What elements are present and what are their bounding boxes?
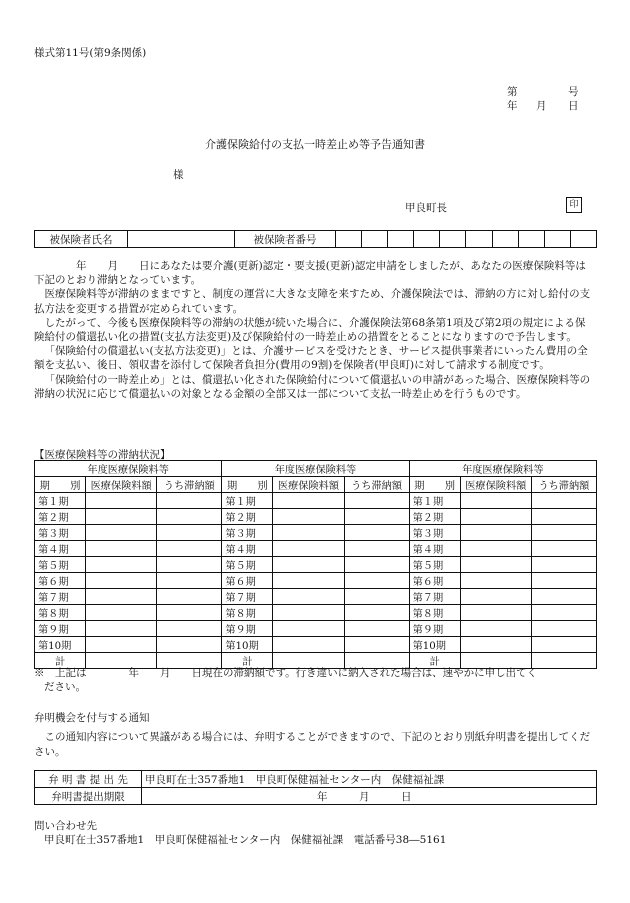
arrears-row xyxy=(35,509,597,525)
issuer-name: 甲良町長 xyxy=(405,202,447,214)
premium-amount-cell[interactable] xyxy=(460,605,531,621)
arrears-row xyxy=(35,589,597,605)
period-label: 第１期 xyxy=(409,493,460,509)
arrears-amount-cell[interactable] xyxy=(531,509,596,525)
premium-amount-cell[interactable] xyxy=(460,637,531,653)
arrears-amount-cell[interactable] xyxy=(531,525,596,541)
arrears-row xyxy=(35,493,597,509)
premium-amount-cell[interactable] xyxy=(460,557,531,573)
body-paragraph: したがって、今後も医療保険料等の滞納の状態が続いた場合に、介護保険法第68条第1項及び第2項の規定による保険給付の償還払い化の措置(支払方法変更)及び保険給付の一時差止めの措置をとることになりますので予告します。 xyxy=(34,316,586,344)
premium-col-header: 医療保険料額 xyxy=(273,477,344,493)
arrears-amount-cell[interactable] xyxy=(157,589,222,605)
period-col-header: 期 別 xyxy=(409,477,460,493)
arrears-amount-cell[interactable] xyxy=(157,557,222,573)
doc-no-prefix: 第 xyxy=(507,86,518,98)
body-paragraph: 「保険給付の一時差止め」とは、償還払い化された保険給付について償還払いの申請があった場合、医療保険料等の滞納の状況に応じて償還払いの対象となる金額の全部又は一部について支払一時差止めを行うものです。 xyxy=(34,373,591,400)
deadline-label: 弁明書提出期限 xyxy=(35,788,142,805)
total-label: 計 xyxy=(409,653,460,669)
period-label: 第６期 xyxy=(409,573,460,589)
premium-amount-cell[interactable] xyxy=(86,557,157,573)
arrears-amount-cell[interactable] xyxy=(531,541,596,557)
premium-amount-cell[interactable] xyxy=(86,621,157,637)
period-label: 第２期 xyxy=(222,509,273,525)
insured-number-digit[interactable] xyxy=(362,231,388,248)
premium-amount-cell[interactable] xyxy=(460,541,531,557)
period-label: 第６期 xyxy=(222,573,273,589)
insured-number-label: 被保険者番号 xyxy=(235,231,336,248)
arrears-amount-cell[interactable] xyxy=(344,509,409,525)
premium-amount-cell[interactable] xyxy=(273,589,344,605)
submit-to-label: 弁 明 書 提 出 先 xyxy=(35,771,142,788)
insured-name-label: 被保険者氏名 xyxy=(35,231,128,248)
arrears-amount-cell[interactable] xyxy=(531,493,596,509)
premium-amount-cell[interactable] xyxy=(86,509,157,525)
period-label: 第10期 xyxy=(35,637,86,653)
period-label: 第３期 xyxy=(409,525,460,541)
premium-col-header: 医療保険料額 xyxy=(86,477,157,493)
insured-number-digit[interactable] xyxy=(336,231,362,248)
arrears-table xyxy=(34,460,597,669)
arrears-amount-cell[interactable] xyxy=(344,621,409,637)
note-line: ※ 上記は 年 月 日現在の滞納額です。行き違いに納入された場合は、速やかに申し出てく xyxy=(34,667,538,679)
arrears-amount-cell[interactable] xyxy=(157,541,222,557)
insured-info-table xyxy=(34,230,597,248)
premium-amount-cell[interactable] xyxy=(273,525,344,541)
premium-amount-cell[interactable] xyxy=(460,509,531,525)
premium-amount-cell[interactable] xyxy=(460,573,531,589)
bemei-title: 弁明機会を付与する通知 xyxy=(34,712,150,724)
arrears-amount-cell[interactable] xyxy=(157,605,222,621)
period-label: 第７期 xyxy=(409,589,460,605)
insured-number-digit[interactable] xyxy=(440,231,466,248)
arrears-amount-cell[interactable] xyxy=(157,493,222,509)
premium-amount-cell[interactable] xyxy=(460,621,531,637)
arrears-amount-cell[interactable] xyxy=(344,541,409,557)
doc-no-suffix: 号 xyxy=(568,86,579,98)
form-number: 様式第11号(第9条関係) xyxy=(34,47,147,59)
arrears-amount-cell[interactable] xyxy=(344,493,409,509)
arrears-section-title: 【医療保険料等の滞納状況】 xyxy=(34,449,171,461)
period-label: 第８期 xyxy=(409,605,460,621)
insured-number-digit[interactable] xyxy=(518,231,544,248)
insured-number-digit[interactable] xyxy=(466,231,492,248)
period-label: 第10期 xyxy=(409,637,460,653)
arrears-amount-cell[interactable] xyxy=(344,557,409,573)
premium-amount-cell[interactable] xyxy=(86,605,157,621)
recipient-suffix: 様 xyxy=(173,169,184,181)
note-line: ださい。 xyxy=(44,681,86,693)
premium-amount-cell[interactable] xyxy=(460,525,531,541)
period-label: 第５期 xyxy=(222,557,273,573)
arrears-amount-cell[interactable] xyxy=(344,637,409,653)
period-label: 第７期 xyxy=(35,589,86,605)
arrears-col-header: うち滞納額 xyxy=(157,477,222,493)
arrears-row xyxy=(35,525,597,541)
period-label: 第８期 xyxy=(222,605,273,621)
arrears-amount-cell[interactable] xyxy=(531,573,596,589)
fiscal-year-header: 年度医療保険料等 xyxy=(409,461,596,477)
period-label: 第３期 xyxy=(222,525,273,541)
period-label: 第３期 xyxy=(35,525,86,541)
premium-amount-cell[interactable] xyxy=(273,637,344,653)
premium-col-header: 医療保険料額 xyxy=(460,477,531,493)
body-paragraph: 「保険給付の償還払い(支払方法変更)」とは、介護サービスを受けたとき、サービス提供事業者にいったん費用の全額を支払い、後日、領収書を添付して保険者負担分(費用の9割)を保険者(甲良町)に対して請求する制度です。 xyxy=(34,345,588,372)
insured-number-digit[interactable] xyxy=(492,231,518,248)
arrears-amount-cell[interactable] xyxy=(531,589,596,605)
premium-amount-cell[interactable] xyxy=(86,525,157,541)
arrears-amount-cell[interactable] xyxy=(157,525,222,541)
premium-amount-cell[interactable] xyxy=(273,493,344,509)
arrears-row xyxy=(35,557,597,573)
arrears-note xyxy=(34,666,597,694)
arrears-col-header: うち滞納額 xyxy=(531,477,596,493)
premium-amount-cell[interactable] xyxy=(273,541,344,557)
arrears-amount-cell[interactable] xyxy=(157,637,222,653)
arrears-row xyxy=(35,573,597,589)
insured-number-digit[interactable] xyxy=(544,231,570,248)
period-label: 第４期 xyxy=(222,541,273,557)
fiscal-year-header: 年度医療保険料等 xyxy=(222,461,409,477)
premium-amount-cell[interactable] xyxy=(86,493,157,509)
arrears-amount-cell[interactable] xyxy=(531,557,596,573)
insured-number-digit[interactable] xyxy=(414,231,440,248)
arrears-amount-cell[interactable] xyxy=(157,621,222,637)
insured-number-digit[interactable] xyxy=(388,231,414,248)
inquiry-contact: 甲良町在士357番地1 甲良町保健福祉センター内 保健福祉課 電話番号38―5161 xyxy=(44,834,447,846)
premium-amount-cell[interactable] xyxy=(460,493,531,509)
date-year-label: 年 xyxy=(507,100,518,112)
fiscal-year-header: 年度医療保険料等 xyxy=(35,461,222,477)
premium-amount-cell[interactable] xyxy=(86,637,157,653)
date-month-label: 月 xyxy=(536,100,547,112)
arrears-amount-cell[interactable] xyxy=(531,637,596,653)
total-label: 計 xyxy=(222,653,273,669)
date-day-label: 日 xyxy=(568,100,579,112)
arrears-amount-cell[interactable] xyxy=(344,525,409,541)
period-label: 第６期 xyxy=(35,573,86,589)
period-col-header: 期 別 xyxy=(35,477,86,493)
arrears-row xyxy=(35,621,597,637)
premium-amount-cell[interactable] xyxy=(273,621,344,637)
deadline-value[interactable]: 年 月 日 xyxy=(142,788,597,805)
bemei-submission-table xyxy=(34,770,597,805)
bemei-body xyxy=(34,730,594,760)
arrears-amount-cell[interactable] xyxy=(344,573,409,589)
arrears-amount-cell[interactable] xyxy=(531,621,596,637)
arrears-row xyxy=(35,637,597,653)
arrears-row xyxy=(35,541,597,557)
period-label: 第９期 xyxy=(35,621,86,637)
premium-amount-cell[interactable] xyxy=(273,605,344,621)
arrears-amount-cell[interactable] xyxy=(157,509,222,525)
period-label: 第４期 xyxy=(35,541,86,557)
submit-to-value: 甲良町在士357番地1 甲良町保健福祉センター内 保健福祉課 xyxy=(142,771,597,788)
insured-name-field[interactable] xyxy=(128,231,235,248)
bemei-paragraph: この通知内容について異議がある場合には、弁明することができますので、下記のとおり別紙弁明書を提出してください。 xyxy=(34,731,591,758)
premium-amount-cell[interactable] xyxy=(460,589,531,605)
period-label: 第２期 xyxy=(409,509,460,525)
premium-amount-cell[interactable] xyxy=(273,557,344,573)
period-col-header: 期 別 xyxy=(222,477,273,493)
arrears-amount-cell[interactable] xyxy=(157,573,222,589)
seal-box: 印 xyxy=(566,197,582,213)
premium-amount-cell[interactable] xyxy=(86,589,157,605)
insured-number-digit[interactable] xyxy=(570,231,596,248)
premium-amount-cell[interactable] xyxy=(273,573,344,589)
arrears-amount-cell[interactable] xyxy=(531,605,596,621)
period-label: 第10期 xyxy=(222,637,273,653)
inquiry-title: 問い合わせ先 xyxy=(34,820,97,832)
total-label: 計 xyxy=(35,653,86,669)
body-paragraph: 医療保険料等が滞納のままですと、制度の運営に大きな支障を来すため、介護保険法では、滞納の方に対し給付の支払方法を変更する措置が定められています。 xyxy=(34,288,591,315)
period-label: 第４期 xyxy=(409,541,460,557)
premium-amount-cell[interactable] xyxy=(273,509,344,525)
period-label: 第９期 xyxy=(222,621,273,637)
period-label: 第９期 xyxy=(409,621,460,637)
premium-amount-cell[interactable] xyxy=(86,573,157,589)
arrears-row xyxy=(35,605,597,621)
body-paragraph: 年 月 日にあなたは要介護(更新)認定・要支援(更新)認定申請をしましたが、あなたの医療保険料等は下記のとおり滞納となっています。 xyxy=(34,260,586,287)
premium-amount-cell[interactable] xyxy=(86,541,157,557)
period-label: 第５期 xyxy=(35,557,86,573)
notice-body xyxy=(34,259,594,401)
period-label: 第２期 xyxy=(35,509,86,525)
arrears-col-header: うち滞納額 xyxy=(344,477,409,493)
period-label: 第１期 xyxy=(35,493,86,509)
document-title: 介護保険給付の支払一時差止め等予告通知書 xyxy=(205,138,425,151)
period-label: 第８期 xyxy=(35,605,86,621)
arrears-amount-cell[interactable] xyxy=(344,605,409,621)
period-label: 第１期 xyxy=(222,493,273,509)
arrears-amount-cell[interactable] xyxy=(344,589,409,605)
period-label: 第７期 xyxy=(222,589,273,605)
period-label: 第５期 xyxy=(409,557,460,573)
